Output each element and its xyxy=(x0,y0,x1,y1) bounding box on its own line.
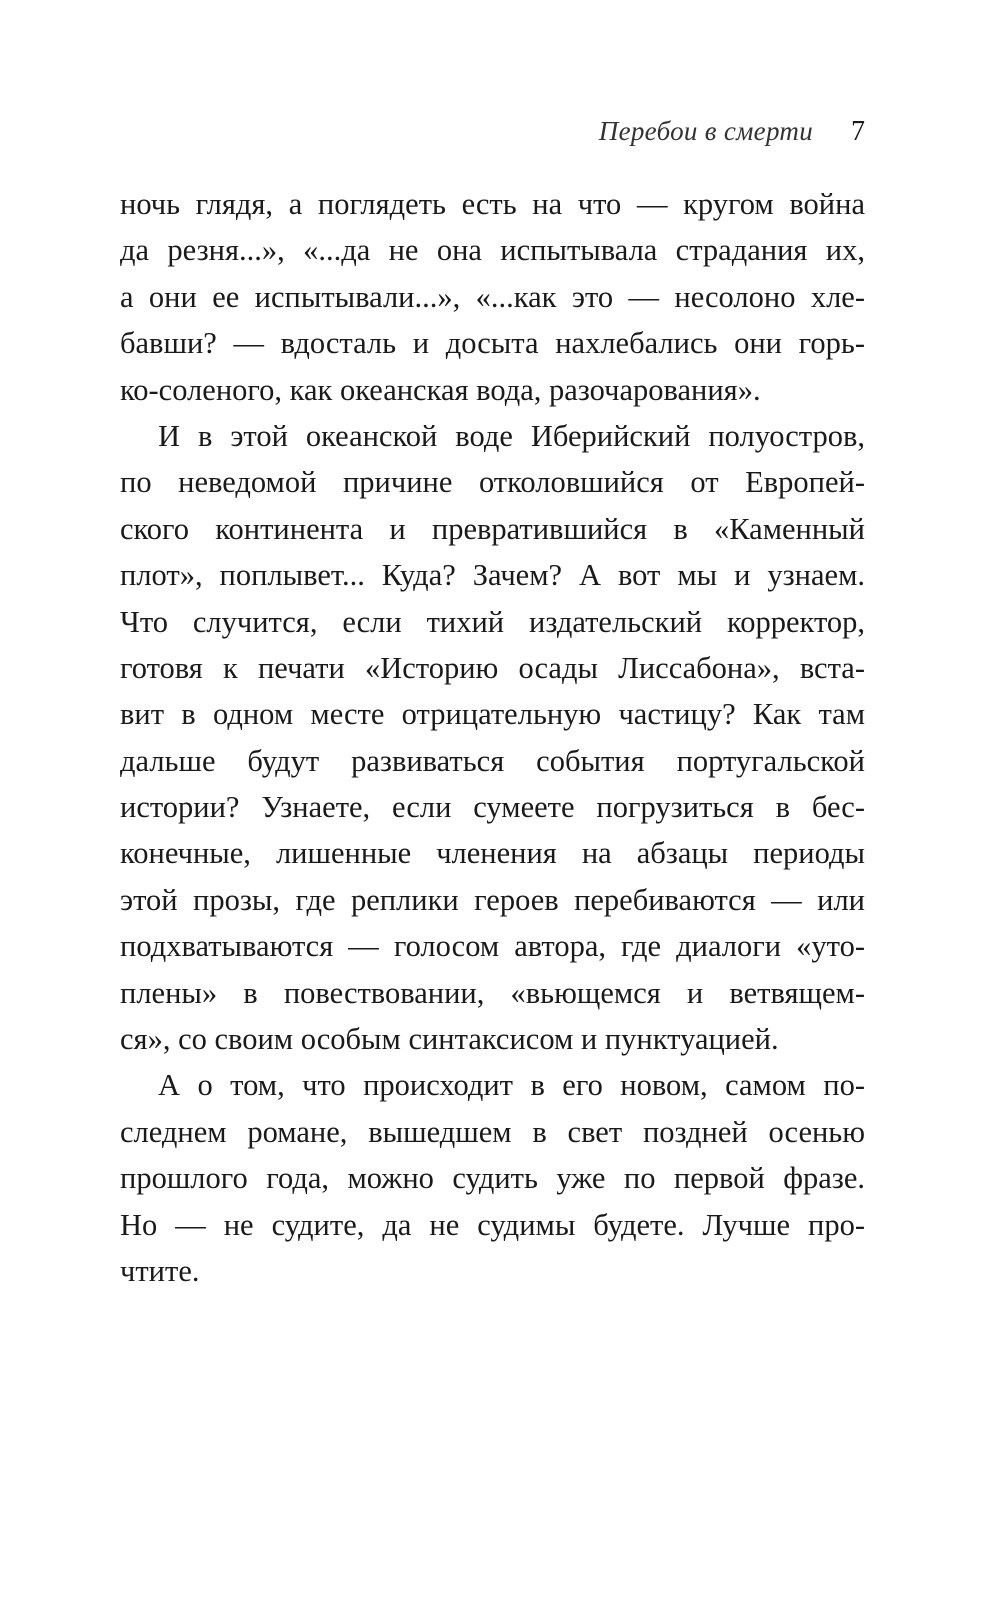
text-line: а они ее испытывали...», «...как это — несолоно хле- xyxy=(120,279,865,314)
text-line: дальше будут развиваться события португальской xyxy=(120,743,865,778)
text-line: плот», поплывет... Куда? Зачем? А вот мы и узнаем. xyxy=(120,558,865,593)
text-line: подхватываются — голосом автора, где диалоги «уто- xyxy=(120,929,865,964)
text-line: плены» в повествовании, «вьющемся и ветвящем- xyxy=(120,975,865,1010)
text-line: этой прозы, где реплики героев перебиваются — или xyxy=(120,882,865,917)
text-line: И в этой океанской воде Иберийский полуостров, xyxy=(158,418,865,453)
text-line: да резня...», «...да не она испытывала страдания их, xyxy=(120,233,865,268)
text-line: по неведомой причине отколовшийся от Европей- xyxy=(120,465,865,500)
paragraph xyxy=(120,413,865,1062)
paragraph xyxy=(120,1062,865,1294)
running-title: Перебои в смерти xyxy=(598,116,813,146)
running-head xyxy=(120,114,865,149)
text-line: бавши? — вдосталь и досыта нахлебались они горь- xyxy=(120,326,865,361)
text-line: вит в одном месте отрицательную частицу? Как там xyxy=(120,697,865,732)
text-line: истории? Узнаете, если сумеете погрузиться в бес- xyxy=(120,790,865,825)
text-line: ся», со своим особым синтаксисом и пунктуацией. xyxy=(120,1022,779,1057)
text-line: конечные, лишенные членения на абзацы периоды xyxy=(120,836,865,871)
body-text xyxy=(120,181,865,1294)
page-number: 7 xyxy=(851,116,865,147)
paragraph xyxy=(120,181,865,413)
text-line: А о том, что происходит в его новом, самом по- xyxy=(158,1068,865,1103)
text-line: ночь глядя, а поглядеть есть на что — кругом война xyxy=(120,187,865,221)
text-line: чтите. xyxy=(120,1253,200,1288)
text-line: Что случится, если тихий издательский корректор, xyxy=(120,604,865,639)
text-line: Но — не судите, да не судимы будете. Лучше про- xyxy=(120,1207,865,1242)
text-line: готовя к печати «Историю осады Лиссабона», вста- xyxy=(120,650,865,685)
text-line: ского континента и превратившийся в «Каменный xyxy=(120,511,865,546)
text-line: прошлого года, можно судить уже по первой фразе. xyxy=(120,1161,865,1196)
text-line: следнем романе, вышедшем в свет поздней осенью xyxy=(120,1114,865,1149)
text-line: ко-соленого, как океанская вода, разочарования». xyxy=(120,372,761,407)
